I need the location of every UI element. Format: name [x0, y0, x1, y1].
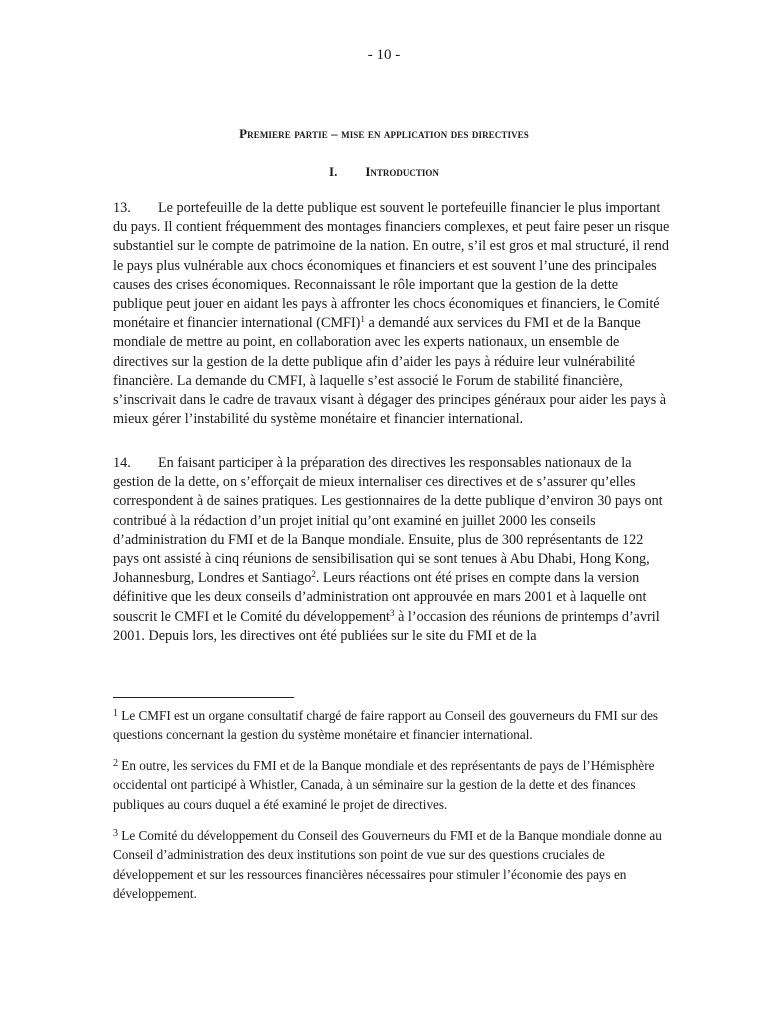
section-title: Introduction: [365, 164, 439, 179]
paragraph-text: a demandé aux services du FMI et de la Banque mondiale de mettre au point, en collaboration avec les experts nationaux, un ensemble de directives sur la gestion de la dette publique afin d’aider les pays à réduire leur vulnérabilité financière. La demande du CMFI, à laquelle s’est associé le Forum de stabilité financière, s’inscrivait dans le cadre de travaux visant à dégager des principes généraux pour aider les pays à mieux gérer l’instabilité du système monétaire et financier international.: [113, 315, 667, 428]
paragraph-text: à l’occasion des réunions de printemps d’avril 2001. Depuis lors, les directives ont été publiées sur le site du FMI et de la: [113, 608, 660, 644]
footnote-text: En outre, les services du FMI et de la Banque mondiale et des représentants de pays de l’Hémisphère occidental ont participé à Whistler, Canada, à un séminaire sur la gestion de la dette et des finances publiques au cours duquel a été examiné le projet de directives.: [113, 758, 655, 812]
footnote-2: [113, 756, 675, 814]
page-number: - 10 -: [367, 47, 401, 63]
paragraph-number: 14.: [113, 455, 131, 471]
footnote-separator: [113, 697, 294, 698]
footnote-mark: 3: [113, 828, 118, 839]
footnote-3: [113, 826, 675, 904]
part-heading: Premiere partie – mise en application des directives: [239, 126, 529, 141]
footnote-text: Le Comité du développement du Conseil des Gouverneurs du FMI et de la Banque mondiale donne au Conseil d’administration des deux institutions son point de vue sur des questions cruciales de développement et sur les ressources financières nécessaires pour stimuler l’économie des pays en développement.: [113, 828, 662, 902]
footnote-mark: 2: [113, 758, 118, 769]
section-number: I.: [329, 164, 338, 179]
paragraph-13: [113, 199, 671, 429]
footnote-ref-2[interactable]: 2: [311, 569, 316, 580]
footnote-mark: 1: [113, 708, 118, 719]
footnote-text: Le CMFI est un organe consultatif chargé de faire rapport au Conseil des gouverneurs du FMI sur des questions concernant la gestion du système monétaire et financier international.: [113, 708, 659, 743]
paragraph-text: En faisant participer à la préparation des directives les responsables nationaux de la gestion de la dette, on s’efforçait de mieux internaliser ces directives et de s’assurer qu’elles correspondent à de saines pratiques. Les gestionnaires de la dette publique d’environ 30 pays ont contribué à la rédaction d’un projet initial qu’ont examiné en juillet 2000 les conseils d’administration du FMI et de la Banque mondiale. Ensuite, plus de 300 représentants de 122 pays ont assisté à cinq réunions de sensibilisation qui se sont tenues à Abu Dhabi, Hong Kong, Johannesburg, Londres et Santiago: [113, 455, 663, 587]
paragraph-text: . Leurs réactions ont été prises en compte dans la version définitive que les deux conseils d’administration ont approuvée en mars 2001 et à laquelle ont souscrit le CMFI et le Comité du développement: [113, 570, 647, 625]
section-heading: [0, 164, 768, 180]
paragraph-14: [113, 454, 671, 646]
footnote-1: [113, 706, 675, 745]
paragraph-text: Le portefeuille de la dette publique est souvent le portefeuille financier le plus important du pays. Il contient fréquemment des montages financiers complexes, et peut faire peser un risque substantiel sur le compte de patrimoine de la nation. En outre, s’il est gros et mal structuré, il rend le pays plus vulnérable aux chocs économiques et financiers et est souvent l’une des principales causes des crises économiques. Reconnaissant le rôle important que la gestion de la dette publique peut jouer en aidant les pays à affronter les chocs économiques et financiers, le Comité monétaire et financier international (CMFI): [113, 200, 670, 332]
footnote-ref-1[interactable]: 1: [360, 314, 365, 325]
paragraph-number: 13.: [113, 200, 131, 216]
footnote-ref-3[interactable]: 3: [390, 607, 395, 618]
